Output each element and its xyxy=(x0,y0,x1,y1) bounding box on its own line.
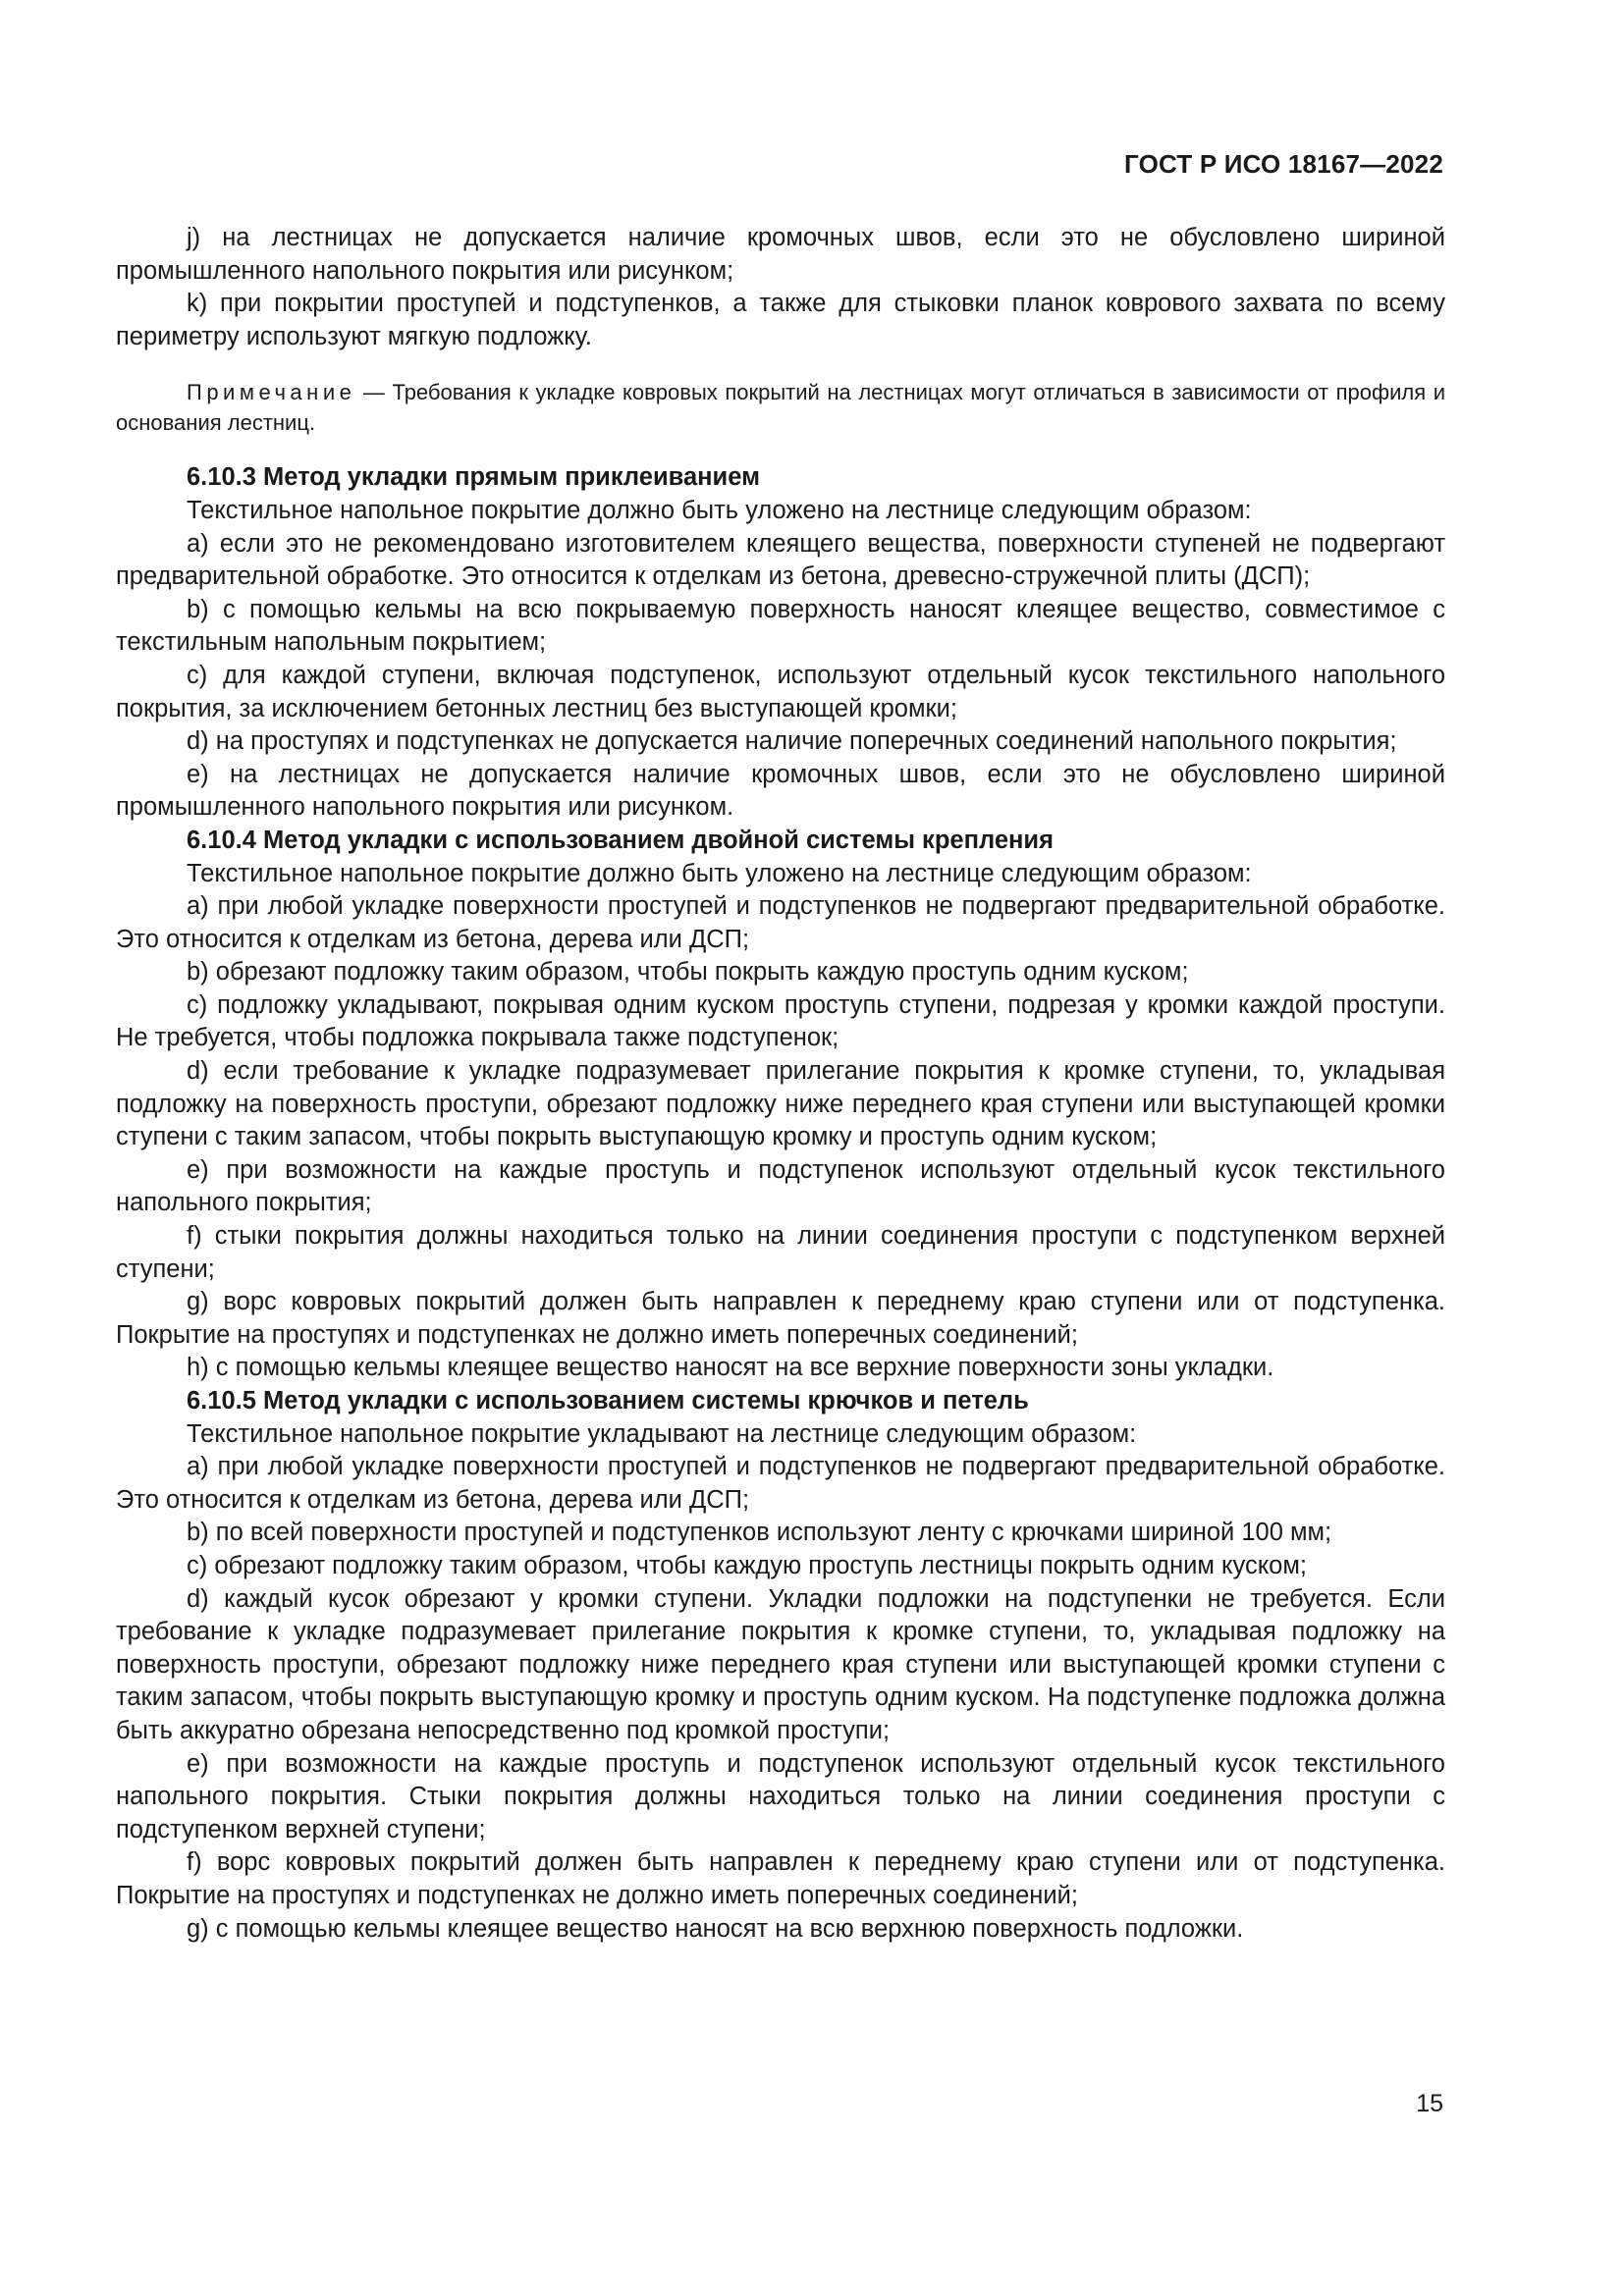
paragraph-intro: Текстильное напольное покрытие должно быть уложено на лестнице следующим образом: xyxy=(187,859,1252,887)
paragraph-item-f: f) ворс ковровых покрытий должен быть направлен к переднему краю ступени или от подступенка. Покрытие на проступях и подступенках не должно иметь поперечных соединений; xyxy=(116,1848,1445,1909)
paragraph-item-k: k) при покрытии проступей и подступенков, а также для стыковки планок коврового захвата по всему периметру используют мягкую подложку. xyxy=(116,290,1445,350)
paragraph-item-d: d) на проступях и подступенках не допускается наличие поперечных соединений напольного покрытия; xyxy=(187,727,1397,756)
paragraph-item-a: a) при любой укладке поверхности проступей и подступенков не подвергают предварительной обработке. Это относится к отделкам из бетона, дерева или ДСП; xyxy=(116,1453,1445,1514)
paragraph-item-e: e) при возможности на каждые проступь и подступенок используют отдельный кусок текстильного напольного покрытия; xyxy=(116,1155,1445,1217)
note-text: — Требования к укладке ковровых покрытий на лестницах могут отличаться в зависимости от профиля и основания лестниц. xyxy=(116,380,1445,436)
paragraph-item-c: c) обрезают подложку таким образом, чтобы каждую проступь лестницы покрыть одним куском; xyxy=(187,1551,1307,1579)
paragraph-item-f: f) стыки покрытия должны находиться только на линии соединения проступи с подступенком верхней ступени; xyxy=(116,1222,1445,1283)
paragraph-item-c: c) подложку укладывают, покрывая одним куском проступь ступени, подрезая у кромки каждой проступи. Не требуется, чтобы подложка покрывала также подступенок; xyxy=(116,990,1445,1052)
paragraph-intro: Текстильное напольное покрытие должно быть уложено на лестнице следующим образом: xyxy=(187,496,1252,524)
document-body xyxy=(116,222,1445,1946)
paragraph-item-j: j) на лестницах не допускается наличие кромочных швов, если это не обусловлено шириной промышленного напольного покрытия или рисунком; xyxy=(116,224,1445,285)
note-paragraph xyxy=(116,377,1445,438)
paragraph-item-b: b) по всей поверхности проступей и подступенков используют ленту с крючками шириной 100 мм; xyxy=(187,1519,1332,1547)
paragraph-item-h: h) с помощью кельмы клеящее вещество наносят на все верхние поверхности зоны укладки. xyxy=(187,1354,1274,1382)
section-heading-6-10-5: 6.10.5 Метод укладки с использованием системы крючков и петель xyxy=(187,1387,1029,1415)
section-heading-6-10-3: 6.10.3 Метод укладки прямым приклеиванием xyxy=(187,463,760,492)
paragraph-item-a: a) при любой укладке поверхности проступей и подступенков не подвергают предварительной обработке. Это относится к отделкам из бетона, дерева или ДСП; xyxy=(116,892,1445,953)
note-label: Примечание xyxy=(187,380,356,405)
paragraph-item-a: a) если это не рекомендовано изготовителем клеящего вещества, поверхности ступеней не подвергают предварительной обработке. Это относится к отделкам из бетона, древесно-стружечной плиты (ДСП); xyxy=(116,529,1445,591)
paragraph-item-d: d) если требование к укладке подразумевает прилегание покрытия к кромке ступени, то, укладывая подложку на поверхность проступи, обрезают подложку ниже переднего края ступени или выступающей кромки ступени с таким запасом, чтобы покрыть выступающую кромку и проступь одним куском; xyxy=(116,1057,1445,1151)
page-number: 15 xyxy=(1416,2090,1443,2117)
paragraph-item-b: b) с помощью кельмы на всю покрываемую поверхность наносят клеящее вещество, совместимое с текстильным напольным покрытием; xyxy=(116,595,1445,657)
paragraph-item-e: e) на лестницах не допускается наличие кромочных швов, если это не обусловлено шириной промышленного напольного покрытия или рисунком. xyxy=(116,760,1445,822)
paragraph-item-e: e) при возможности на каждые проступь и подступенок используют отдельный кусок текстильного напольного покрытия. Стыки покрытия должны находиться только на линии соединения проступи с подступенком верхней ступени; xyxy=(116,1749,1445,1843)
paragraph-intro: Текстильное напольное покрытие укладывают на лестнице следующим образом: xyxy=(187,1419,1137,1448)
paragraph-item-d: d) каждый кусок обрезают у кромки ступени. Укладки подложки на подступенки не требуется. Если требование к укладке подразумевает прилегание покрытия к кромке ступени, то, укладывая подложку на поверхность проступи, обрезают подложку ниже переднего края ступени или выступающей кромки ступени с таким запасом, чтобы покрыть выступающую кромку и проступь одним куском. На подступенке подложка должна быть аккуратно обрезана непосредственно под кромкой проступи; xyxy=(116,1584,1445,1744)
section-heading-6-10-4: 6.10.4 Метод укладки с использованием двойной системы крепления xyxy=(187,826,1054,854)
paragraph-item-c: c) для каждой ступени, включая подступенок, используют отдельный кусок текстильного напольного покрытия, за исключением бетонных лестниц без выступающей кромки; xyxy=(116,661,1445,722)
paragraph-item-b: b) обрезают подложку таким образом, чтобы покрыть каждую проступь одним куском; xyxy=(187,958,1189,987)
document-code-header: ГОСТ Р ИСО 18167—2022 xyxy=(1123,149,1443,179)
paragraph-item-g: g) с помощью кельмы клеящее вещество наносят на всю верхнюю поверхность подложки. xyxy=(187,1914,1244,1943)
paragraph-item-g: g) ворс ковровых покрытий должен быть направлен к переднему краю ступени или от подступенка. Покрытие на проступях и подступенках не должно иметь поперечных соединений; xyxy=(116,1288,1445,1349)
